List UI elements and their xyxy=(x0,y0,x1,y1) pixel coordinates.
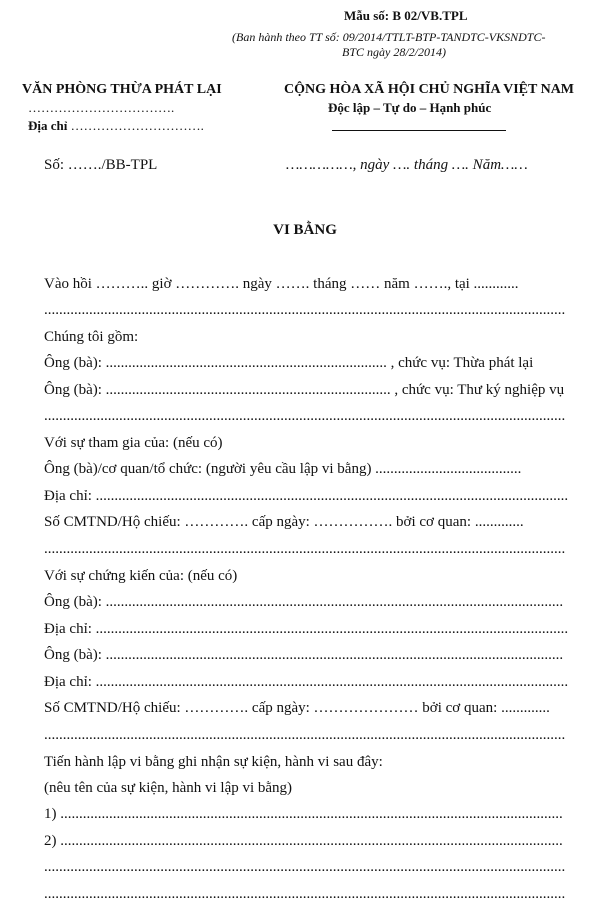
form-line-requester: Ông (bà)/cơ quan/tổ chức: (người yêu cầu lập vi bằng) ....................................... xyxy=(44,461,522,477)
form-line-witness-2: Ông (bà): .......................................................................................................................... xyxy=(44,647,564,663)
form-line-blank: ........................................................................................................................................... xyxy=(44,541,566,557)
form-line-id-card: Số CMTND/Hộ chiếu: …………. cấp ngày: ……………. bởi cơ quan: ............. xyxy=(44,514,524,530)
issued-by-note xyxy=(232,30,582,60)
document-title: VI BẰNG xyxy=(273,222,337,238)
form-line-item-2: 2) ...................................................................................................................................... xyxy=(44,833,563,849)
form-line-blank: ........................................................................................................................................... xyxy=(44,859,566,875)
form-line-address: Địa chỉ: .............................................................................................................................. xyxy=(44,488,569,504)
place-and-date: ……………, ngày …. tháng …. Năm…… xyxy=(286,157,528,173)
issued-by-line-2: BTC ngày 28/2/2014) xyxy=(342,45,446,59)
office-address-value: …………………………. xyxy=(67,118,204,133)
office-address xyxy=(28,118,204,134)
form-line-secretary: Ông (bà): ............................................................................ , chức vụ: Thư ký nghiệp vụ xyxy=(44,382,565,398)
form-line-participants-heading: Với sự tham gia của: (nếu có) xyxy=(44,435,223,451)
form-line-blank: ........................................................................................................................................... xyxy=(44,408,566,424)
issued-by-line-1: (Ban hành theo TT số: 09/2014/TTLT-BTP-TANDTC-VKSNDTC- xyxy=(232,30,546,44)
form-line-witness-1-address: Địa chỉ: .............................................................................................................................. xyxy=(44,621,569,637)
form-line-witnesses-heading: Với sự chứng kiến của: (nếu có) xyxy=(44,568,238,584)
national-motto: Độc lập – Tự do – Hạnh phúc xyxy=(328,100,492,115)
form-line-record-note: (nêu tên của sự kiện, hành vi lập vi bằng) xyxy=(44,780,293,796)
form-line-item-1: 1) ...................................................................................................................................... xyxy=(44,806,563,822)
form-line-time-place: Vào hồi ……….. giờ …………. ngày ……. tháng …… năm ……., tại ............ xyxy=(44,276,519,292)
form-line-bailiff: Ông (bà): ........................................................................... , chức vụ: Thừa phát lại xyxy=(44,355,534,371)
form-number: Mẫu số: B 02/VB.TPL xyxy=(344,8,468,23)
form-line-blank: ........................................................................................................................................... xyxy=(44,727,566,743)
form-line-blank: ........................................................................................................................................... xyxy=(44,302,566,318)
form-line-blank: ........................................................................................................................................... xyxy=(44,886,566,902)
form-line-witness-1: Ông (bà): .......................................................................................................................... xyxy=(44,594,564,610)
document-number: Số: ……./BB-TPL xyxy=(44,157,158,173)
form-line-witness-id-card: Số CMTND/Hộ chiếu: …………. cấp ngày: ………………… bởi cơ quan: ............. xyxy=(44,700,550,716)
form-line-witness-2-address: Địa chỉ: .............................................................................................................................. xyxy=(44,674,569,690)
national-title: CỘNG HÒA XÃ HỘI CHỦ NGHĨA VIỆT NAM xyxy=(284,82,575,97)
office-name-blank: ……………………………. xyxy=(28,100,175,115)
office-name: VĂN PHÒNG THỪA PHÁT LẠI xyxy=(22,82,222,97)
form-line-we-include: Chúng tôi gồm: xyxy=(44,329,139,345)
form-line-record-intro: Tiến hành lập vi bằng ghi nhận sự kiện, hành vi sau đây: xyxy=(44,754,383,770)
office-address-label: Địa chỉ xyxy=(28,118,68,133)
motto-underline xyxy=(332,130,506,131)
